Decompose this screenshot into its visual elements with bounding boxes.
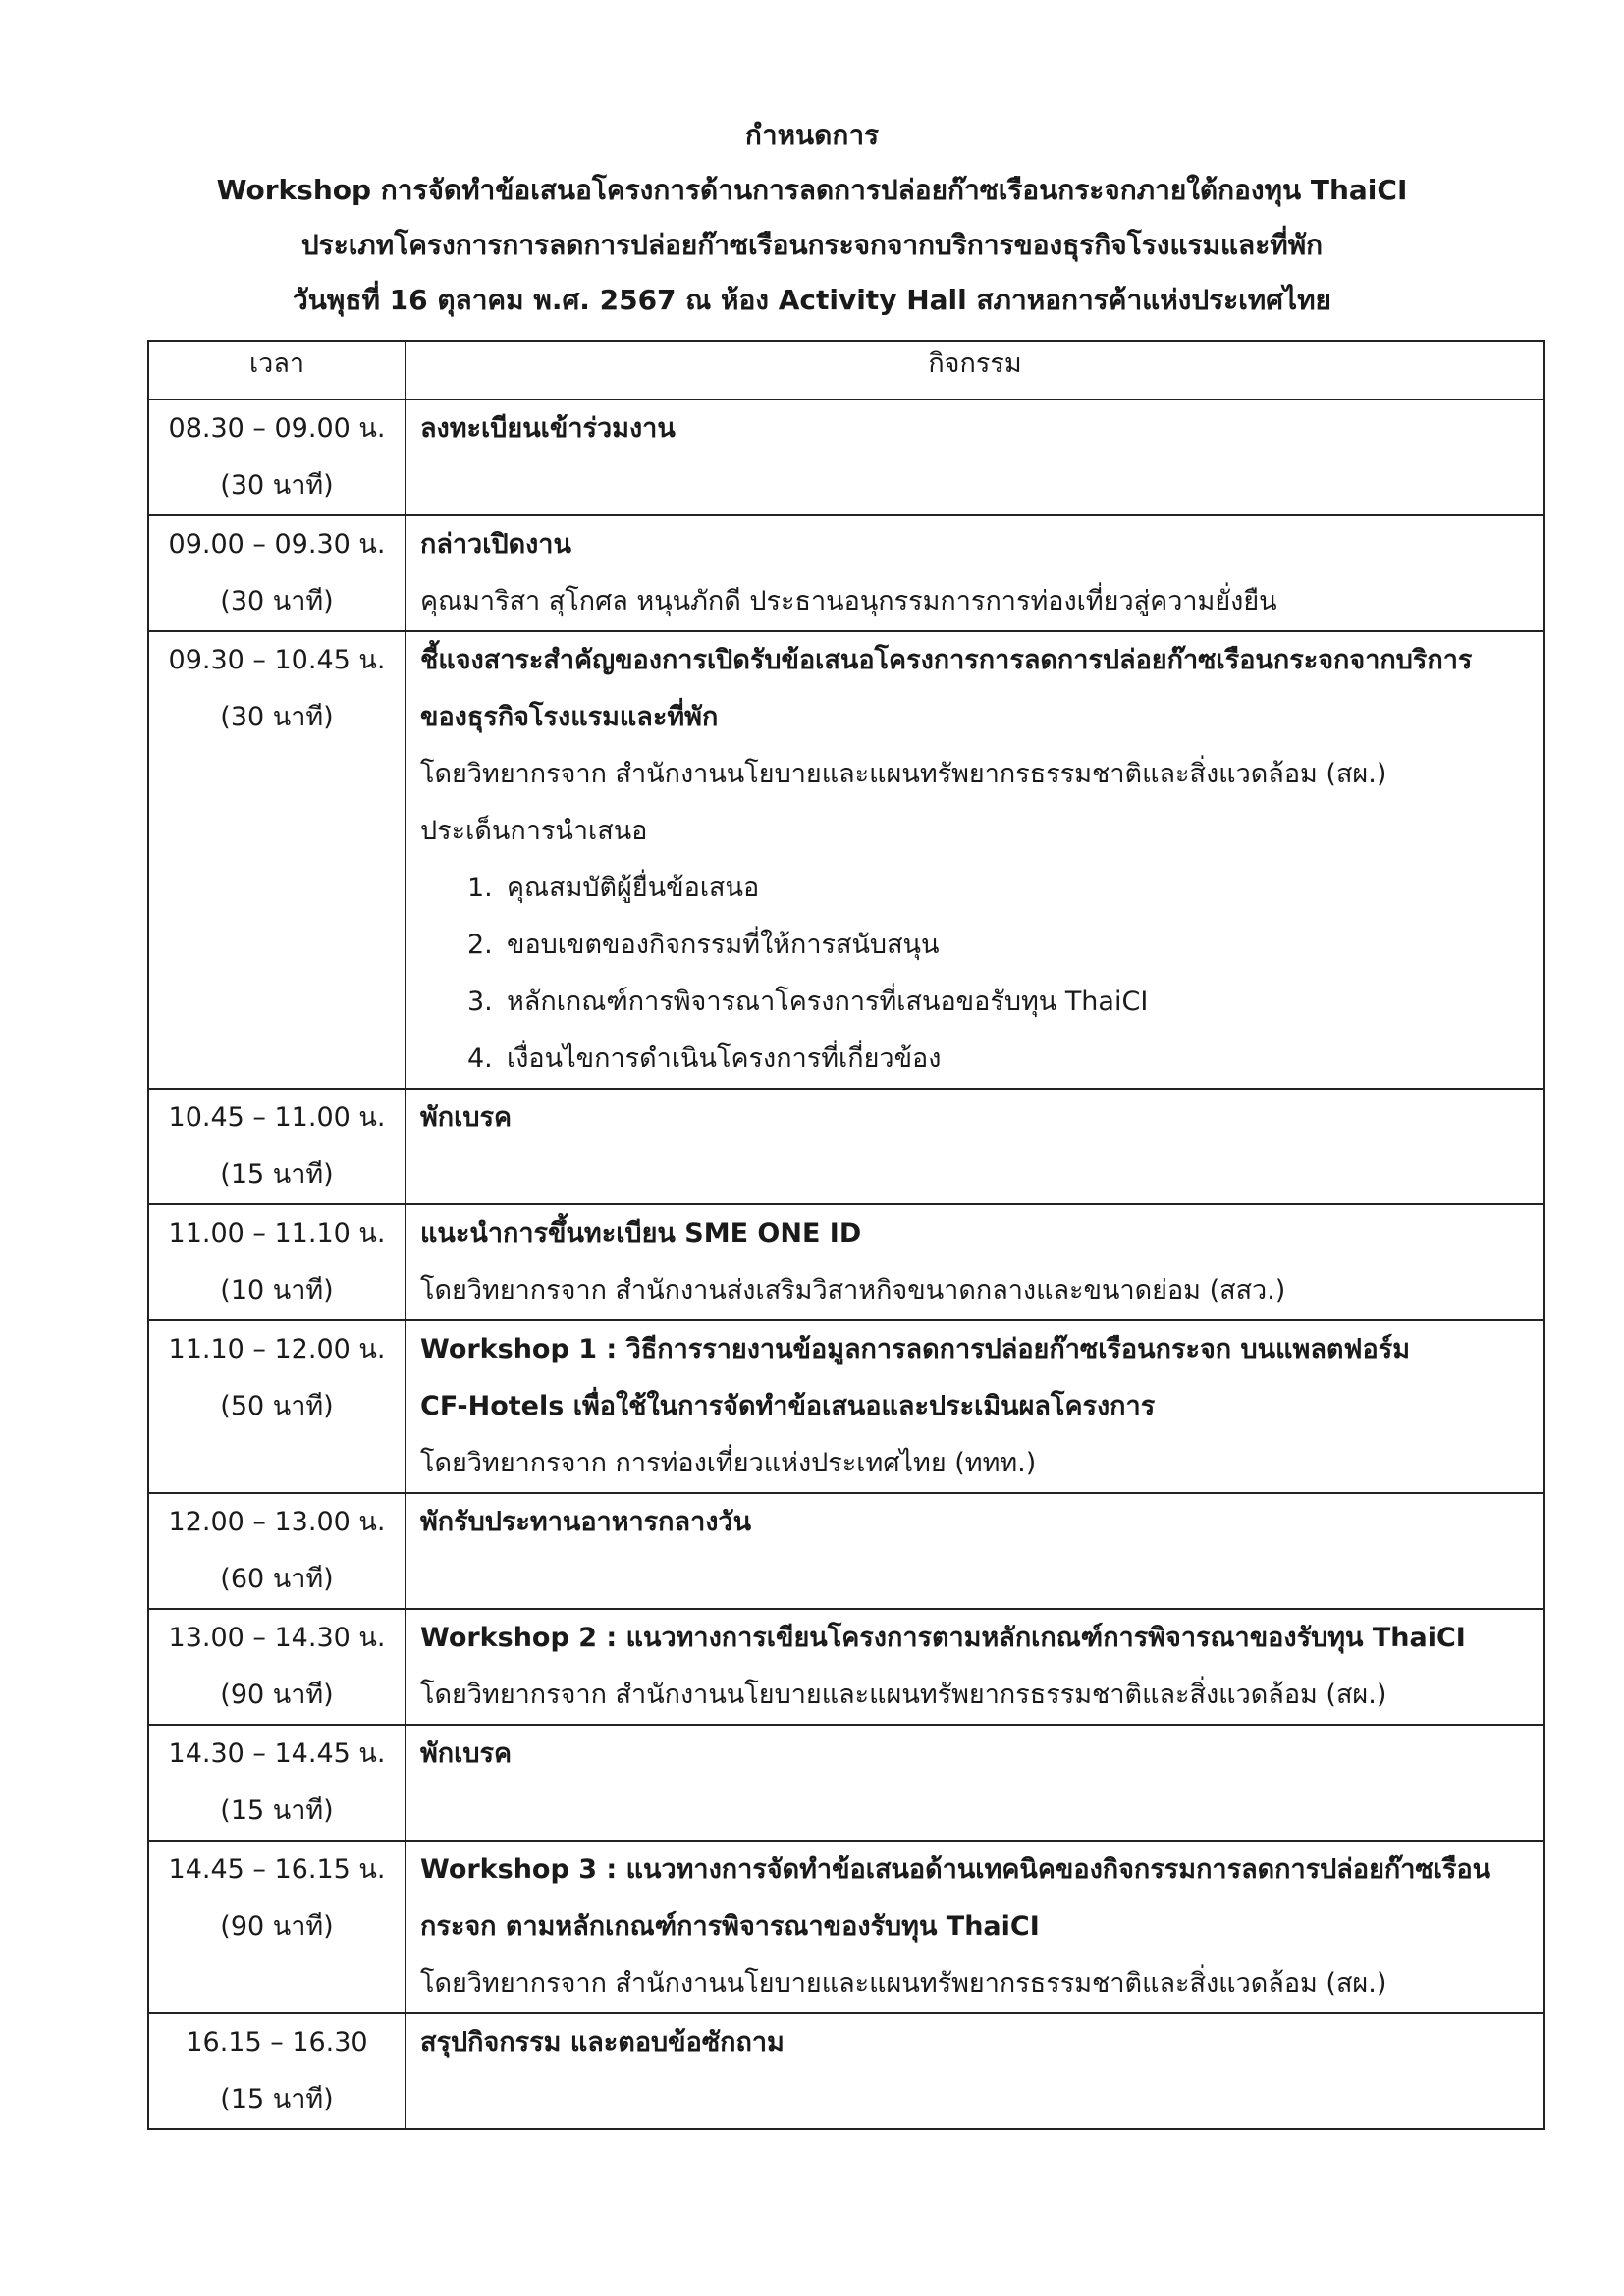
list-item-number: 2.	[467, 930, 493, 960]
duration: (30 นาที)	[220, 702, 334, 732]
table-row	[148, 2013, 1544, 2129]
table-row	[148, 1609, 1544, 1725]
time-cell	[148, 1725, 406, 1841]
activity-title: ชี้แจงสาระสำคัญของการเปิดรับข้อเสนอโครงการการลดการปล่อยก๊าซเรือนกระจกจากบริการ	[420, 645, 1473, 675]
time-cell	[148, 1609, 406, 1725]
table-row	[148, 1089, 1544, 1204]
list-item	[406, 974, 1543, 1031]
time-cell	[148, 2013, 406, 2129]
activity-cell	[406, 2013, 1544, 2129]
list-item-text: ขอบเขตของกิจกรรมที่ให้การสนับสนุน	[507, 930, 940, 960]
schedule-table	[147, 340, 1545, 2130]
time-cell	[148, 631, 406, 1089]
activity-title: แนะนำการขึ้นทะเบียน SME ONE ID	[420, 1218, 862, 1249]
time-cell	[148, 400, 406, 515]
activity-column-header: กิจกรรม	[406, 341, 1544, 400]
time-range: 09.30 – 10.45 น.	[168, 645, 386, 675]
list-item-number: 4.	[467, 1043, 493, 1074]
table-row	[148, 400, 1544, 515]
activity-cell	[406, 400, 1544, 515]
activity-cell	[406, 1204, 1544, 1320]
activity-title: Workshop 1 : วิธีการรายงานข้อมูลการลดการปล่อยก๊าซเรือนกระจก บนแพลตฟอร์ม	[420, 1334, 1411, 1364]
time-range: 08.30 – 09.00 น.	[168, 413, 386, 444]
time-cell	[148, 1841, 406, 2013]
table-row	[148, 631, 1544, 1089]
time-range: 11.10 – 12.00 น.	[168, 1334, 386, 1364]
list-item	[406, 1031, 1543, 1088]
list-item-text: คุณสมบัติผู้ยื่นข้อเสนอ	[507, 873, 760, 903]
activity-detail: โดยวิทยากรจาก การท่องเที่ยวแห่งประเทศไทย (ททท.)	[420, 1448, 1037, 1478]
list-item-text: หลักเกณฑ์การพิจารณาโครงการที่เสนอขอรับทุน ThaiCI	[507, 987, 1149, 1017]
activity-cell	[406, 631, 1544, 1089]
activity-title: พักเบรค	[420, 1738, 513, 1769]
activity-cell	[406, 1841, 1544, 2013]
activity-detail: โดยวิทยากรจาก สำนักงานนโยบายและแผนทรัพยากรธรรมชาติและสิ่งแวดล้อม (สผ.)	[420, 1968, 1387, 1999]
activity-detail: คุณมาริสา สุโกศล หนุนภักดี ประธานอนุกรรมการการท่องเที่ยวสู่ความยั่งยืน	[420, 586, 1277, 616]
table-row	[148, 1204, 1544, 1320]
header-project-type-line: ประเภทโครงการการลดการปล่อยก๊าซเรือนกระจกจากบริการของธุรกิจโรงแรมและที่พัก	[300, 229, 1324, 261]
table-header-row	[148, 341, 1544, 400]
duration: (10 นาที)	[220, 1275, 334, 1306]
time-cell	[148, 1320, 406, 1493]
document-header	[0, 108, 1624, 328]
list-item-number: 1.	[467, 873, 493, 903]
activity-title: พักเบรค	[420, 1102, 513, 1133]
activity-title: กล่าวเปิดงาน	[420, 529, 571, 560]
table-row	[148, 515, 1544, 631]
list-item-text: เงื่อนไขการดำเนินโครงการที่เกี่ยวข้อง	[507, 1043, 942, 1074]
activity-title: CF-Hotels เพื่อใช้ในการจัดทำข้อเสนอและประเมินผลโครงการ	[420, 1391, 1156, 1421]
activity-detail: โดยวิทยากรจาก สำนักงานนโยบายและแผนทรัพยากรธรรมชาติและสิ่งแวดล้อม (สผ.)	[420, 759, 1387, 789]
activity-title: ของธุรกิจโรงแรมและที่พัก	[420, 702, 719, 732]
time-cell	[148, 1089, 406, 1204]
duration: (30 นาที)	[220, 586, 334, 616]
time-cell	[148, 1204, 406, 1320]
activity-cell	[406, 1089, 1544, 1204]
activity-title: กระจก ตามหลักเกณฑ์การพิจารณาของรับทุน ThaiCI	[420, 1911, 1040, 1942]
time-cell	[148, 1493, 406, 1609]
time-range: 14.45 – 16.15 น.	[168, 1854, 386, 1885]
time-column-header: เวลา	[148, 341, 406, 400]
time-range: 12.00 – 13.00 น.	[168, 1507, 386, 1537]
time-range: 11.00 – 11.10 น.	[168, 1218, 386, 1249]
time-range: 09.00 – 09.30 น.	[168, 529, 386, 560]
duration: (15 นาที)	[220, 2084, 334, 2114]
activity-title: Workshop 2 : แนวทางการเขียนโครงการตามหลักเกณฑ์การพิจารณาของรับทุน ThaiCI	[420, 1623, 1466, 1653]
activity-title: ลงทะเบียนเข้าร่วมงาน	[420, 413, 676, 444]
activity-title: Workshop 3 : แนวทางการจัดทำข้อเสนอด้านเทคนิคของกิจกรรมการลดการปล่อยก๊าซเรือน	[420, 1854, 1491, 1885]
activity-cell	[406, 515, 1544, 631]
activity-cell	[406, 1320, 1544, 1493]
duration: (60 นาที)	[220, 1564, 334, 1594]
table-row	[148, 1493, 1544, 1609]
schedule-body	[148, 400, 1544, 2129]
table-row	[148, 1725, 1544, 1841]
activity-cell	[406, 1493, 1544, 1609]
activity-title: สรุปกิจกรรม และตอบข้อซักถาม	[420, 2027, 785, 2057]
time-range: 16.15 – 16.30	[186, 2027, 368, 2057]
duration: (15 นาที)	[220, 1795, 334, 1826]
time-range: 13.00 – 14.30 น.	[168, 1623, 386, 1653]
header-workshop-line: Workshop การจัดทำข้อเสนอโครงการด้านการลดการปล่อยก๊าซเรือนกระจกภายใต้กองทุน ThaiCI	[216, 174, 1408, 206]
duration: (90 นาที)	[220, 1911, 334, 1942]
activity-title: พักรับประทานอาหารกลางวัน	[420, 1507, 752, 1537]
duration: (90 นาที)	[220, 1680, 334, 1710]
duration: (50 นาที)	[220, 1391, 334, 1421]
header-date-venue-line: วันพุธที่ 16 ตุลาคม พ.ศ. 2567 ณ ห้อง Activity Hall สภาหอการค้าแห่งประเทศไทย	[293, 284, 1331, 316]
activity-detail: โดยวิทยากรจาก สำนักงานนโยบายและแผนทรัพยากรธรรมชาติและสิ่งแวดล้อม (สผ.)	[420, 1680, 1387, 1710]
table-row	[148, 1320, 1544, 1493]
header-title: กำหนดการ	[744, 119, 880, 151]
activity-detail: ประเด็นการนำเสนอ	[420, 816, 648, 846]
time-range: 14.30 – 14.45 น.	[168, 1738, 386, 1769]
activity-cell	[406, 1725, 1544, 1841]
duration: (15 นาที)	[220, 1159, 334, 1190]
list-item	[406, 860, 1543, 917]
table-row	[148, 1841, 1544, 2013]
list-item	[406, 917, 1543, 974]
list-item-number: 3.	[467, 987, 493, 1017]
time-range: 10.45 – 11.00 น.	[168, 1102, 386, 1133]
activity-cell	[406, 1609, 1544, 1725]
activity-detail: โดยวิทยากรจาก สำนักงานส่งเสริมวิสาหกิจขนาดกลางและขนาดย่อม (สสว.)	[420, 1275, 1286, 1306]
duration: (30 นาที)	[220, 470, 334, 501]
time-cell	[148, 515, 406, 631]
